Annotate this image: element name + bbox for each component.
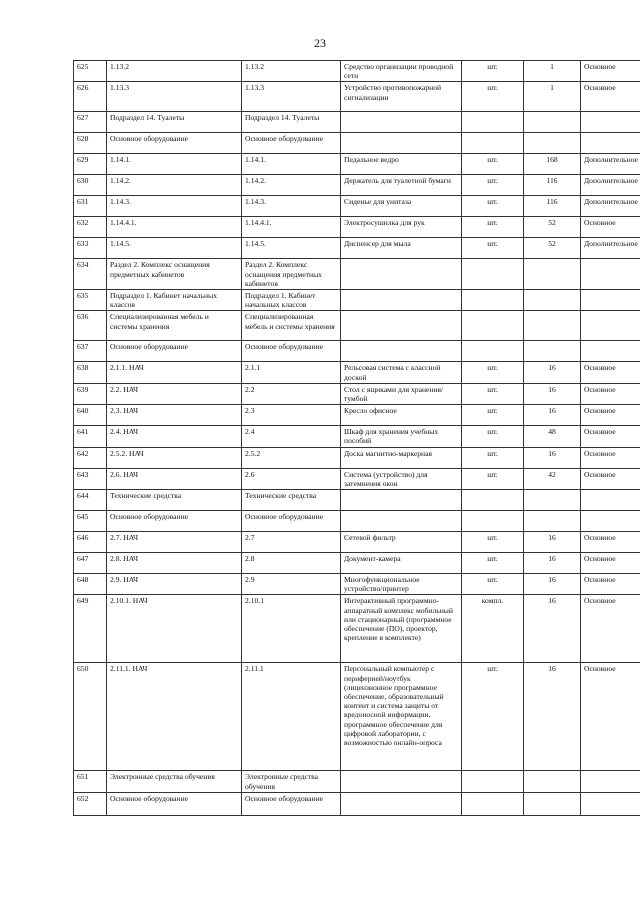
- table-row: [74, 490, 640, 511]
- table-row: [74, 341, 640, 362]
- row-number-cell: 631: [74, 196, 107, 217]
- equipment-type-cell: Дополнительное: [581, 196, 640, 217]
- equipment-table: [73, 60, 640, 816]
- quantity-cell: 16: [524, 405, 581, 426]
- item-code-ref-cell: Раздел 2. Комплекс оснащения предметных кабинетов: [242, 259, 341, 290]
- quantity-cell: 16: [524, 553, 581, 574]
- quantity-cell: [524, 290, 581, 311]
- item-name-cell: Сетевой фильтр: [341, 532, 462, 553]
- table-row: [74, 238, 640, 259]
- row-number-cell: 640: [74, 405, 107, 426]
- item-name-cell: Многофункциональное устройство/принтер: [341, 574, 462, 595]
- unit-cell: шт.: [462, 82, 524, 112]
- item-code-ref-cell: Специализированная мебель и системы хранения: [242, 311, 341, 341]
- item-name-cell: Устройство противопожарной сигнализации: [341, 82, 462, 112]
- row-number-cell: 626: [74, 82, 107, 112]
- table-row: [74, 196, 640, 217]
- quantity-cell: [524, 112, 581, 133]
- quantity-cell: 1: [524, 82, 581, 112]
- item-code-ref-cell: 2.3: [242, 405, 341, 426]
- item-name-cell: [341, 311, 462, 341]
- item-name-cell: Персональный компьютер с периферией/ноутбук (лицензионное программное обеспечение, образовательный контент и система защиты от вредоносной информации, программное обеспечение для цифровой лаборатории, с возможностью онлайн-опроса: [341, 663, 462, 771]
- equipment-type-cell: Основное: [581, 217, 640, 238]
- row-number-cell: 627: [74, 112, 107, 133]
- item-name-cell: Сиденье для унитаза: [341, 196, 462, 217]
- item-name-cell: Стол с ящиками для хранения/тумбой: [341, 383, 462, 404]
- item-code-ref-cell: 2.1.1: [242, 362, 341, 383]
- item-code-ref-cell: 2.10.1: [242, 595, 341, 663]
- equipment-type-cell: Основное: [581, 468, 640, 489]
- item-code-ref-cell: 1.13.3: [242, 82, 341, 112]
- unit-cell: шт.: [462, 532, 524, 553]
- unit-cell: [462, 490, 524, 511]
- quantity-cell: [524, 259, 581, 290]
- item-code-ref-cell: 2.2: [242, 383, 341, 404]
- unit-cell: [462, 112, 524, 133]
- row-number-cell: 647: [74, 553, 107, 574]
- item-code-cell: Основное оборудование: [107, 511, 242, 532]
- item-name-cell: Электросушилка для рук: [341, 217, 462, 238]
- equipment-type-cell: [581, 290, 640, 311]
- unit-cell: шт.: [462, 196, 524, 217]
- quantity-cell: 48: [524, 426, 581, 447]
- item-code-cell: Основное оборудование: [107, 133, 242, 154]
- item-code-cell: 1.13.2: [107, 61, 242, 82]
- item-name-cell: Доска магнитно-маркерная: [341, 447, 462, 468]
- equipment-type-cell: Дополнительное: [581, 238, 640, 259]
- item-code-ref-cell: 2.4: [242, 426, 341, 447]
- quantity-cell: 42: [524, 468, 581, 489]
- item-name-cell: [341, 792, 462, 815]
- item-name-cell: [341, 112, 462, 133]
- unit-cell: шт.: [462, 362, 524, 383]
- equipment-type-cell: Основное: [581, 82, 640, 112]
- row-number-cell: 645: [74, 511, 107, 532]
- table-row: [74, 154, 640, 175]
- item-name-cell: Интерактивный программно-аппаратный комплекс мобильный или стационарный (программное обеспечение (ПО), проектор, крепление в комплекте): [341, 595, 462, 663]
- equipment-type-cell: Основное: [581, 574, 640, 595]
- table-row: [74, 290, 640, 311]
- table-row: [74, 511, 640, 532]
- row-number-cell: 635: [74, 290, 107, 311]
- row-number-cell: 638: [74, 362, 107, 383]
- equipment-type-cell: [581, 490, 640, 511]
- table-row: [74, 447, 640, 468]
- row-number-cell: 652: [74, 792, 107, 815]
- unit-cell: шт.: [462, 383, 524, 404]
- item-code-cell: 1.14.4.1.: [107, 217, 242, 238]
- item-code-cell: Основное оборудование: [107, 341, 242, 362]
- item-code-ref-cell: Подраздел 14. Туалеты: [242, 112, 341, 133]
- quantity-cell: [524, 771, 581, 792]
- row-number-cell: 639: [74, 383, 107, 404]
- row-number-cell: 651: [74, 771, 107, 792]
- equipment-type-cell: [581, 792, 640, 815]
- item-code-ref-cell: 2.7: [242, 532, 341, 553]
- equipment-type-cell: Основное: [581, 447, 640, 468]
- table-row: [74, 553, 640, 574]
- quantity-cell: 168: [524, 154, 581, 175]
- unit-cell: компл.: [462, 595, 524, 663]
- row-number-cell: 625: [74, 61, 107, 82]
- equipment-type-cell: [581, 311, 640, 341]
- table-row: [74, 405, 640, 426]
- item-code-ref-cell: 2.11.1: [242, 663, 341, 771]
- item-code-ref-cell: 1.14.1.: [242, 154, 341, 175]
- item-name-cell: [341, 259, 462, 290]
- unit-cell: шт.: [462, 663, 524, 771]
- item-code-cell: 2.6. НАЧ: [107, 468, 242, 489]
- item-code-cell: 2.10.1. НАЧ: [107, 595, 242, 663]
- quantity-cell: [524, 511, 581, 532]
- unit-cell: [462, 290, 524, 311]
- item-code-cell: Основное оборудование: [107, 792, 242, 815]
- equipment-type-cell: Дополнительное: [581, 154, 640, 175]
- item-code-ref-cell: Основное оборудование: [242, 133, 341, 154]
- item-code-cell: 2.5.2. НАЧ: [107, 447, 242, 468]
- item-code-cell: 2.3. НАЧ: [107, 405, 242, 426]
- item-code-ref-cell: Подраздел 1. Кабинет начальных классов: [242, 290, 341, 311]
- unit-cell: [462, 341, 524, 362]
- item-code-cell: Раздел 2. Комплекс оснащения предметных кабинетов: [107, 259, 242, 290]
- unit-cell: шт.: [462, 426, 524, 447]
- item-code-cell: Подраздел 14. Туалеты: [107, 112, 242, 133]
- row-number-cell: 644: [74, 490, 107, 511]
- quantity-cell: [524, 792, 581, 815]
- table-row: [74, 383, 640, 404]
- item-code-ref-cell: Основное оборудование: [242, 341, 341, 362]
- item-code-ref-cell: 1.14.4.1.: [242, 217, 341, 238]
- table-row: [74, 468, 640, 489]
- item-code-ref-cell: 2.8: [242, 553, 341, 574]
- quantity-cell: 52: [524, 217, 581, 238]
- table-row: [74, 426, 640, 447]
- unit-cell: шт.: [462, 175, 524, 196]
- item-code-ref-cell: 1.13.2: [242, 61, 341, 82]
- table-row: [74, 362, 640, 383]
- table-row: [74, 133, 640, 154]
- unit-cell: шт.: [462, 447, 524, 468]
- equipment-type-cell: Основное: [581, 595, 640, 663]
- unit-cell: [462, 511, 524, 532]
- item-name-cell: Шкаф для хранения учебных пособий: [341, 426, 462, 447]
- row-number-cell: 643: [74, 468, 107, 489]
- item-name-cell: Кресло офисное: [341, 405, 462, 426]
- item-code-ref-cell: 2.6: [242, 468, 341, 489]
- table-row: [74, 792, 640, 815]
- item-code-cell: 1.14.5.: [107, 238, 242, 259]
- quantity-cell: [524, 311, 581, 341]
- item-code-ref-cell: Основное оборудование: [242, 511, 341, 532]
- equipment-type-cell: [581, 133, 640, 154]
- quantity-cell: 52: [524, 238, 581, 259]
- item-code-cell: 2.11.1. НАЧ: [107, 663, 242, 771]
- item-code-ref-cell: 1.14.3.: [242, 196, 341, 217]
- quantity-cell: 16: [524, 532, 581, 553]
- row-number-cell: 634: [74, 259, 107, 290]
- table-row: [74, 217, 640, 238]
- equipment-type-cell: Основное: [581, 663, 640, 771]
- table-row: [74, 175, 640, 196]
- table-row: [74, 112, 640, 133]
- table-row: [74, 595, 640, 663]
- row-number-cell: 633: [74, 238, 107, 259]
- item-name-cell: [341, 771, 462, 792]
- equipment-type-cell: Основное: [581, 362, 640, 383]
- unit-cell: шт.: [462, 574, 524, 595]
- equipment-type-cell: [581, 771, 640, 792]
- item-name-cell: Средство организации проводной сети: [341, 61, 462, 82]
- equipment-type-cell: Основное: [581, 405, 640, 426]
- item-code-cell: 2.7. НАЧ: [107, 532, 242, 553]
- item-code-cell: Подраздел 1. Кабинет начальных классов: [107, 290, 242, 311]
- equipment-type-cell: [581, 511, 640, 532]
- equipment-type-cell: Основное: [581, 553, 640, 574]
- item-name-cell: [341, 290, 462, 311]
- item-name-cell: Рельсовая система с классной доской: [341, 362, 462, 383]
- row-number-cell: 632: [74, 217, 107, 238]
- equipment-type-cell: Основное: [581, 383, 640, 404]
- item-code-cell: Электронные средства обучения: [107, 771, 242, 792]
- unit-cell: шт.: [462, 217, 524, 238]
- item-name-cell: Педальное ведро: [341, 154, 462, 175]
- quantity-cell: 16: [524, 383, 581, 404]
- item-name-cell: Система (устройство) для затемнения окон: [341, 468, 462, 489]
- equipment-type-cell: Дополнительное: [581, 175, 640, 196]
- item-name-cell: Документ-камера: [341, 553, 462, 574]
- table-row: [74, 574, 640, 595]
- table-row: [74, 663, 640, 771]
- row-number-cell: 642: [74, 447, 107, 468]
- unit-cell: шт.: [462, 238, 524, 259]
- item-code-ref-cell: Электронные средства обучения: [242, 771, 341, 792]
- item-code-ref-cell: 2.5.2: [242, 447, 341, 468]
- unit-cell: [462, 133, 524, 154]
- row-number-cell: 648: [74, 574, 107, 595]
- item-code-cell: 2.2. НАЧ: [107, 383, 242, 404]
- item-code-cell: Специализированная мебель и системы хранения: [107, 311, 242, 341]
- item-name-cell: Держатель для туалетной бумаги: [341, 175, 462, 196]
- item-code-cell: Технические средства: [107, 490, 242, 511]
- quantity-cell: [524, 490, 581, 511]
- unit-cell: шт.: [462, 468, 524, 489]
- item-code-ref-cell: 2.9: [242, 574, 341, 595]
- equipment-type-cell: Основное: [581, 426, 640, 447]
- item-code-cell: 2.4. НАЧ: [107, 426, 242, 447]
- quantity-cell: 16: [524, 663, 581, 771]
- quantity-cell: 16: [524, 574, 581, 595]
- item-name-cell: [341, 490, 462, 511]
- item-name-cell: [341, 341, 462, 362]
- item-name-cell: Диспенсер для мыла: [341, 238, 462, 259]
- item-code-ref-cell: 1.14.2.: [242, 175, 341, 196]
- item-code-cell: 2.8. НАЧ: [107, 553, 242, 574]
- table-row: [74, 311, 640, 341]
- equipment-type-cell: Основное: [581, 532, 640, 553]
- page-number: 23: [314, 36, 326, 50]
- item-code-cell: 1.14.1.: [107, 154, 242, 175]
- row-number-cell: 630: [74, 175, 107, 196]
- item-code-ref-cell: 1.14.5.: [242, 238, 341, 259]
- equipment-type-cell: [581, 259, 640, 290]
- row-number-cell: 629: [74, 154, 107, 175]
- item-code-cell: 1.14.3.: [107, 196, 242, 217]
- equipment-type-cell: [581, 341, 640, 362]
- row-number-cell: 650: [74, 663, 107, 771]
- unit-cell: шт.: [462, 553, 524, 574]
- item-code-cell: 1.13.3: [107, 82, 242, 112]
- row-number-cell: 641: [74, 426, 107, 447]
- row-number-cell: 636: [74, 311, 107, 341]
- table-row: [74, 771, 640, 792]
- quantity-cell: 16: [524, 595, 581, 663]
- quantity-cell: 16: [524, 362, 581, 383]
- item-name-cell: [341, 133, 462, 154]
- row-number-cell: 628: [74, 133, 107, 154]
- unit-cell: [462, 792, 524, 815]
- item-code-ref-cell: Основное оборудование: [242, 792, 341, 815]
- row-number-cell: 646: [74, 532, 107, 553]
- row-number-cell: 637: [74, 341, 107, 362]
- item-code-ref-cell: Технические средства: [242, 490, 341, 511]
- item-code-cell: 2.9. НАЧ: [107, 574, 242, 595]
- item-name-cell: [341, 511, 462, 532]
- table-row: [74, 61, 640, 82]
- unit-cell: шт.: [462, 61, 524, 82]
- quantity-cell: 116: [524, 196, 581, 217]
- quantity-cell: [524, 133, 581, 154]
- unit-cell: шт.: [462, 154, 524, 175]
- unit-cell: [462, 771, 524, 792]
- unit-cell: [462, 259, 524, 290]
- unit-cell: [462, 311, 524, 341]
- table-row: [74, 532, 640, 553]
- item-code-cell: 1.14.2.: [107, 175, 242, 196]
- row-number-cell: 649: [74, 595, 107, 663]
- quantity-cell: 16: [524, 447, 581, 468]
- equipment-type-cell: [581, 112, 640, 133]
- table-row: [74, 259, 640, 290]
- table-row: [74, 82, 640, 112]
- quantity-cell: 1: [524, 61, 581, 82]
- unit-cell: шт.: [462, 405, 524, 426]
- equipment-type-cell: Основное: [581, 61, 640, 82]
- quantity-cell: [524, 341, 581, 362]
- quantity-cell: 116: [524, 175, 581, 196]
- item-code-cell: 2.1.1. НАЧ: [107, 362, 242, 383]
